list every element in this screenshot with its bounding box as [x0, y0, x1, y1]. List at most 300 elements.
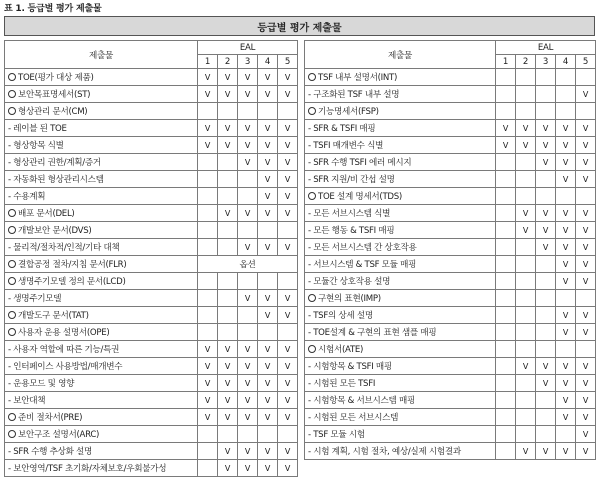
eal-mark-cell [218, 171, 238, 188]
item-label [5, 341, 198, 358]
eal-mark-cell: V [576, 375, 596, 392]
eal-mark-cell [198, 324, 218, 341]
eal-mark-cell: V [576, 205, 596, 222]
table-row [305, 120, 596, 137]
table-row [305, 205, 596, 222]
row-label-text: - 모듈간 상호작용 설명 [308, 277, 391, 287]
circle-bullet-icon [8, 107, 16, 115]
eal-mark-cell: V [576, 120, 596, 137]
item-label [5, 120, 198, 137]
circle-bullet-icon [8, 413, 16, 421]
table-row [5, 137, 298, 154]
eal-mark-cell [576, 103, 596, 120]
section-label [5, 256, 198, 273]
eal-mark-cell [516, 324, 536, 341]
section-row [305, 290, 596, 307]
row-label-text: - 시험된 모든 서브시스템 [308, 413, 399, 423]
eal-mark-cell: V [278, 205, 298, 222]
eal-mark-cell: V [576, 409, 596, 426]
eal-mark-cell [218, 324, 238, 341]
section-row [305, 69, 596, 86]
eal-mark-cell: V [536, 358, 556, 375]
item-label [5, 137, 198, 154]
table-row [305, 222, 596, 239]
section-label [305, 341, 496, 358]
section-row [5, 222, 298, 239]
eal-mark-cell: V [556, 443, 576, 460]
table-row [305, 358, 596, 375]
eal-mark-cell: V [218, 460, 238, 477]
eal-mark-cell: V [576, 392, 596, 409]
row-label-text: 구현의 표현(IMP) [318, 294, 381, 304]
eal-mark-cell [496, 358, 516, 375]
table-row [5, 341, 298, 358]
item-label [5, 171, 198, 188]
eal-mark-cell [496, 290, 516, 307]
eal-mark-cell [496, 86, 516, 103]
eal-mark-cell: V [556, 239, 576, 256]
circle-bullet-icon [8, 226, 16, 234]
eal-mark-cell [258, 324, 278, 341]
circle-bullet-icon [308, 294, 316, 302]
row-label-text: 보안목표명세서(ST) [18, 90, 91, 100]
eal-mark-cell [198, 239, 218, 256]
eal-mark-cell: V [556, 137, 576, 154]
right-table [304, 40, 596, 460]
eal-level-3: 3 [238, 55, 258, 69]
row-label-text: 준비 절차서(PRE) [18, 413, 83, 423]
eal-mark-cell: V [218, 392, 238, 409]
eal-mark-cell: V [576, 154, 596, 171]
eal-mark-cell [258, 426, 278, 443]
eal-mark-cell [516, 426, 536, 443]
eal-mark-cell: V [238, 154, 258, 171]
eal-mark-cell: V [496, 137, 516, 154]
eal-mark-cell: V [556, 222, 576, 239]
item-label [5, 375, 198, 392]
eal-mark-cell [516, 154, 536, 171]
row-label-text: - 모든 서브시스템 간 상호작용 [308, 243, 417, 253]
eal-mark-cell [496, 256, 516, 273]
eal-mark-cell: V [278, 375, 298, 392]
row-label-text: 보안구조 설명서(ARC) [18, 430, 100, 440]
eal-mark-cell [218, 239, 238, 256]
eal-mark-cell: V [258, 392, 278, 409]
row-label-text: - 모든 서브시스템 식별 [308, 209, 391, 219]
section-row [5, 256, 298, 273]
eal-mark-cell: V [556, 273, 576, 290]
eal-mark-cell: V [576, 137, 596, 154]
eal-mark-cell: V [198, 120, 218, 137]
eal-mark-cell: V [218, 341, 238, 358]
eal-mark-cell: V [278, 188, 298, 205]
row-label-text: - 구조화된 TSF 내부 설명 [308, 90, 400, 100]
eal-mark-cell: V [516, 358, 536, 375]
section-label [5, 86, 198, 103]
eal-mark-cell: V [218, 443, 238, 460]
eal-mark-cell [198, 443, 218, 460]
eal-mark-cell [218, 154, 238, 171]
circle-bullet-icon [308, 107, 316, 115]
eal-mark-cell [198, 307, 218, 324]
eal-mark-cell [516, 375, 536, 392]
eal-mark-cell: V [218, 120, 238, 137]
section-row [5, 69, 298, 86]
row-label-text: 사용자 운용 설명서(OPE) [18, 328, 110, 338]
eal-mark-cell: V [278, 460, 298, 477]
section-row [305, 341, 596, 358]
circle-bullet-icon [308, 73, 316, 81]
section-label [305, 69, 496, 86]
eal-level-3: 3 [536, 55, 556, 69]
eal-mark-cell: V [576, 426, 596, 443]
eal-mark-cell [278, 222, 298, 239]
item-label [5, 188, 198, 205]
item-label [305, 154, 496, 171]
row-label-text: - 운용모드 및 영향 [8, 379, 75, 389]
eal-mark-cell [556, 188, 576, 205]
eal-mark-cell: V [258, 120, 278, 137]
item-label [5, 358, 198, 375]
table-row [5, 120, 298, 137]
eal-mark-cell: V [278, 341, 298, 358]
eal-mark-cell: V [576, 324, 596, 341]
section-row [305, 188, 596, 205]
eal-mark-cell [496, 341, 516, 358]
eal-level-4: 4 [556, 55, 576, 69]
eal-mark-cell: V [258, 460, 278, 477]
section-label [5, 307, 198, 324]
table-row [305, 409, 596, 426]
eal-mark-cell: V [516, 137, 536, 154]
eal-mark-cell: V [238, 205, 258, 222]
left-pane [4, 40, 297, 477]
eal-mark-cell [198, 205, 218, 222]
item-label [5, 239, 198, 256]
eal-mark-cell [556, 341, 576, 358]
eal-mark-cell: V [556, 171, 576, 188]
eal-mark-cell: V [258, 171, 278, 188]
circle-bullet-icon [8, 209, 16, 217]
item-label [305, 256, 496, 273]
item-label [5, 443, 198, 460]
eal-mark-cell: V [278, 358, 298, 375]
item-label [305, 409, 496, 426]
row-label-text: - 생명주기모델 [8, 294, 62, 304]
eal-mark-cell [496, 409, 516, 426]
eal-mark-cell: V [278, 409, 298, 426]
eal-mark-cell: V [516, 222, 536, 239]
eal-mark-cell [238, 222, 258, 239]
circle-bullet-icon [308, 192, 316, 200]
section-row [5, 86, 298, 103]
eal-mark-cell: V [258, 358, 278, 375]
eal-mark-cell [198, 188, 218, 205]
eal-level-5: 5 [278, 55, 298, 69]
eal-mark-cell: V [278, 69, 298, 86]
table-row [5, 392, 298, 409]
eal-mark-cell [278, 324, 298, 341]
row-label-text: - 시험항목 & TSFI 매핑 [308, 362, 392, 372]
eal-mark-cell [218, 273, 238, 290]
eal-mark-cell: V [576, 222, 596, 239]
circle-bullet-icon [8, 277, 16, 285]
item-label [305, 426, 496, 443]
eal-mark-cell [496, 188, 516, 205]
eal-mark-cell [218, 103, 238, 120]
eal-mark-cell [198, 171, 218, 188]
eal-mark-cell: V [536, 137, 556, 154]
eal-mark-cell [556, 69, 576, 86]
eal-mark-cell [556, 103, 576, 120]
section-row [305, 103, 596, 120]
eal-mark-cell: V [516, 443, 536, 460]
table-row [305, 443, 596, 460]
item-label [305, 273, 496, 290]
eal-mark-cell: V [238, 341, 258, 358]
eal-mark-cell: V [576, 86, 596, 103]
row-label-text: 생명주기모델 정의 문서(LCD) [18, 277, 126, 287]
eal-mark-cell [516, 290, 536, 307]
eal-mark-cell [496, 239, 516, 256]
eal-mark-cell: V [556, 154, 576, 171]
eal-mark-cell: V [258, 409, 278, 426]
column-header-eal: EAL [198, 41, 298, 55]
eal-mark-cell [496, 205, 516, 222]
eal-mark-cell: V [218, 358, 238, 375]
table-row [5, 171, 298, 188]
item-label [305, 307, 496, 324]
row-label-text: 결합공정 절차/지침 문서(FLR) [18, 260, 127, 270]
eal-mark-cell [278, 273, 298, 290]
item-label [305, 222, 496, 239]
eal-mark-cell: V [576, 239, 596, 256]
eal-mark-cell: V [198, 137, 218, 154]
row-label-text: - 서브시스템 & TSF 모듈 매핑 [308, 260, 417, 270]
item-label [305, 171, 496, 188]
row-label-text: - 보안대책 [8, 396, 46, 406]
section-label [5, 324, 198, 341]
eal-mark-cell: V [278, 120, 298, 137]
circle-bullet-icon [8, 260, 16, 268]
section-row [5, 324, 298, 341]
eal-mark-cell: V [556, 120, 576, 137]
table-row [305, 154, 596, 171]
eal-mark-cell [218, 307, 238, 324]
eal-mark-cell [536, 341, 556, 358]
row-label-text: - 보안영역/TSF 초기화/자체보호/우회불가성 [8, 464, 167, 474]
eal-level-2: 2 [218, 55, 238, 69]
section-label [305, 103, 496, 120]
eal-mark-cell [198, 103, 218, 120]
item-label [305, 239, 496, 256]
eal-mark-cell [198, 273, 218, 290]
eal-mark-cell [258, 222, 278, 239]
eal-mark-cell [516, 307, 536, 324]
section-label [5, 273, 198, 290]
eal-mark-cell: V [238, 409, 258, 426]
section-row [5, 307, 298, 324]
eal-mark-cell [218, 188, 238, 205]
section-row [5, 205, 298, 222]
eal-mark-cell: V [576, 307, 596, 324]
table-title: 등급별 평가 제출물 [4, 16, 595, 36]
eal-mark-cell: V [258, 188, 278, 205]
eal-mark-cell [536, 273, 556, 290]
left-table-body [5, 69, 298, 477]
item-label [305, 358, 496, 375]
eal-mark-cell: V [556, 409, 576, 426]
row-label-text: - SFR 수행 추상화 설명 [8, 447, 93, 457]
section-row [5, 409, 298, 426]
eal-mark-cell [576, 341, 596, 358]
eal-mark-cell [218, 426, 238, 443]
row-label-text: 개발도구 문서(TAT) [18, 311, 89, 321]
eal-mark-cell [218, 222, 238, 239]
eal-level-1: 1 [198, 55, 218, 69]
item-label [305, 324, 496, 341]
circle-bullet-icon [308, 345, 316, 353]
section-row [5, 426, 298, 443]
eal-mark-cell [198, 426, 218, 443]
eal-mark-cell [496, 103, 516, 120]
table-caption: 표 1. 등급별 평가 제출물 [4, 4, 102, 14]
table-row [305, 307, 596, 324]
table-row [5, 290, 298, 307]
eal-mark-cell [496, 69, 516, 86]
eal-mark-cell: V [536, 443, 556, 460]
eal-mark-cell: V [238, 392, 258, 409]
eal-mark-cell: V [258, 290, 278, 307]
eal-mark-cell [198, 154, 218, 171]
eal-mark-cell [516, 86, 536, 103]
eal-level-4: 4 [258, 55, 278, 69]
eal-mark-cell [218, 290, 238, 307]
eal-mark-cell: V [258, 137, 278, 154]
row-label-text: - 사용자 역할에 따른 기능/특권 [8, 345, 120, 355]
eal-mark-cell: V [198, 392, 218, 409]
item-label [305, 137, 496, 154]
eal-mark-cell: V [238, 239, 258, 256]
eal-mark-cell: V [258, 307, 278, 324]
row-label-text: - TSF의 상세 설명 [308, 311, 373, 321]
eal-mark-cell: V [238, 375, 258, 392]
eal-mark-cell [516, 69, 536, 86]
eal-mark-cell [516, 171, 536, 188]
eal-mark-cell: V [496, 120, 516, 137]
row-label-text: - 물리적/절차적/인적/기타 대책 [8, 243, 120, 253]
eal-mark-cell [516, 256, 536, 273]
table-row [305, 324, 596, 341]
eal-mark-cell [278, 103, 298, 120]
eal-mark-cell: V [536, 375, 556, 392]
section-label [5, 69, 198, 86]
eal-mark-cell: V [576, 443, 596, 460]
eal-mark-cell: V [198, 409, 218, 426]
column-header-deliverable: 제출물 [5, 41, 198, 69]
eal-mark-cell [536, 409, 556, 426]
table-row [5, 188, 298, 205]
section-label [305, 188, 496, 205]
circle-bullet-icon [8, 430, 16, 438]
table-row [5, 239, 298, 256]
row-label-text: - 모든 행동 & TSFI 매핑 [308, 226, 395, 236]
eal-mark-cell [536, 171, 556, 188]
item-label [305, 392, 496, 409]
eal-mark-cell: V [576, 358, 596, 375]
eal-mark-cell: V [278, 443, 298, 460]
eal-mark-cell [496, 171, 516, 188]
eal-mark-cell [198, 222, 218, 239]
section-label [5, 205, 198, 222]
eal-mark-cell: V [238, 290, 258, 307]
optional-value: 옵션 [198, 256, 298, 273]
eal-mark-cell: V [556, 358, 576, 375]
section-row [5, 103, 298, 120]
row-label-text: 형상관리 문서(CM) [18, 107, 88, 117]
eal-mark-cell: V [536, 205, 556, 222]
section-label [5, 103, 198, 120]
column-header-eal: EAL [496, 41, 596, 55]
eal-mark-cell: V [536, 222, 556, 239]
row-label-text: - 시험 계획, 시험 절차, 예상/실제 시험결과 [308, 447, 461, 457]
eal-mark-cell [576, 188, 596, 205]
section-label [5, 409, 198, 426]
table-row [305, 392, 596, 409]
item-label [305, 120, 496, 137]
eal-mark-cell: V [576, 273, 596, 290]
eal-mark-cell [556, 426, 576, 443]
row-label-text: TOE 설계 명세서(TDS) [318, 192, 402, 202]
eal-mark-cell [238, 171, 258, 188]
row-label-text: - SFR 수행 TSFI 에러 메시지 [308, 158, 412, 168]
eal-mark-cell [496, 324, 516, 341]
table-row [305, 273, 596, 290]
eal-mark-cell: V [238, 358, 258, 375]
eal-mark-cell [496, 154, 516, 171]
eal-mark-cell: V [258, 239, 278, 256]
circle-bullet-icon [8, 90, 16, 98]
row-label-text: - 형상항목 식별 [8, 141, 64, 151]
row-label-text: - 자동화된 형상관리시스템 [8, 175, 104, 185]
row-label-text: - 시험된 모든 TSFI [308, 379, 376, 389]
eal-mark-cell [516, 409, 536, 426]
eal-mark-cell: V [556, 324, 576, 341]
table-row [5, 375, 298, 392]
eal-mark-cell [516, 392, 536, 409]
eal-mark-cell [238, 273, 258, 290]
section-row [5, 273, 298, 290]
eal-mark-cell [198, 460, 218, 477]
eal-mark-cell: V [556, 392, 576, 409]
item-label [305, 205, 496, 222]
eal-mark-cell [516, 188, 536, 205]
eal-mark-cell: V [576, 256, 596, 273]
item-label [305, 86, 496, 103]
row-label-text: - 시험항목 & 서브시스템 매핑 [308, 396, 415, 406]
eal-mark-cell [238, 307, 258, 324]
eal-mark-cell [536, 103, 556, 120]
eal-mark-cell [496, 375, 516, 392]
eal-mark-cell: V [198, 358, 218, 375]
row-label-text: 배포 문서(DEL) [18, 209, 75, 219]
eal-mark-cell: V [278, 290, 298, 307]
eal-mark-cell: V [258, 375, 278, 392]
table-row [5, 154, 298, 171]
eal-mark-cell: V [218, 205, 238, 222]
circle-bullet-icon [8, 311, 16, 319]
eal-mark-cell [516, 239, 536, 256]
